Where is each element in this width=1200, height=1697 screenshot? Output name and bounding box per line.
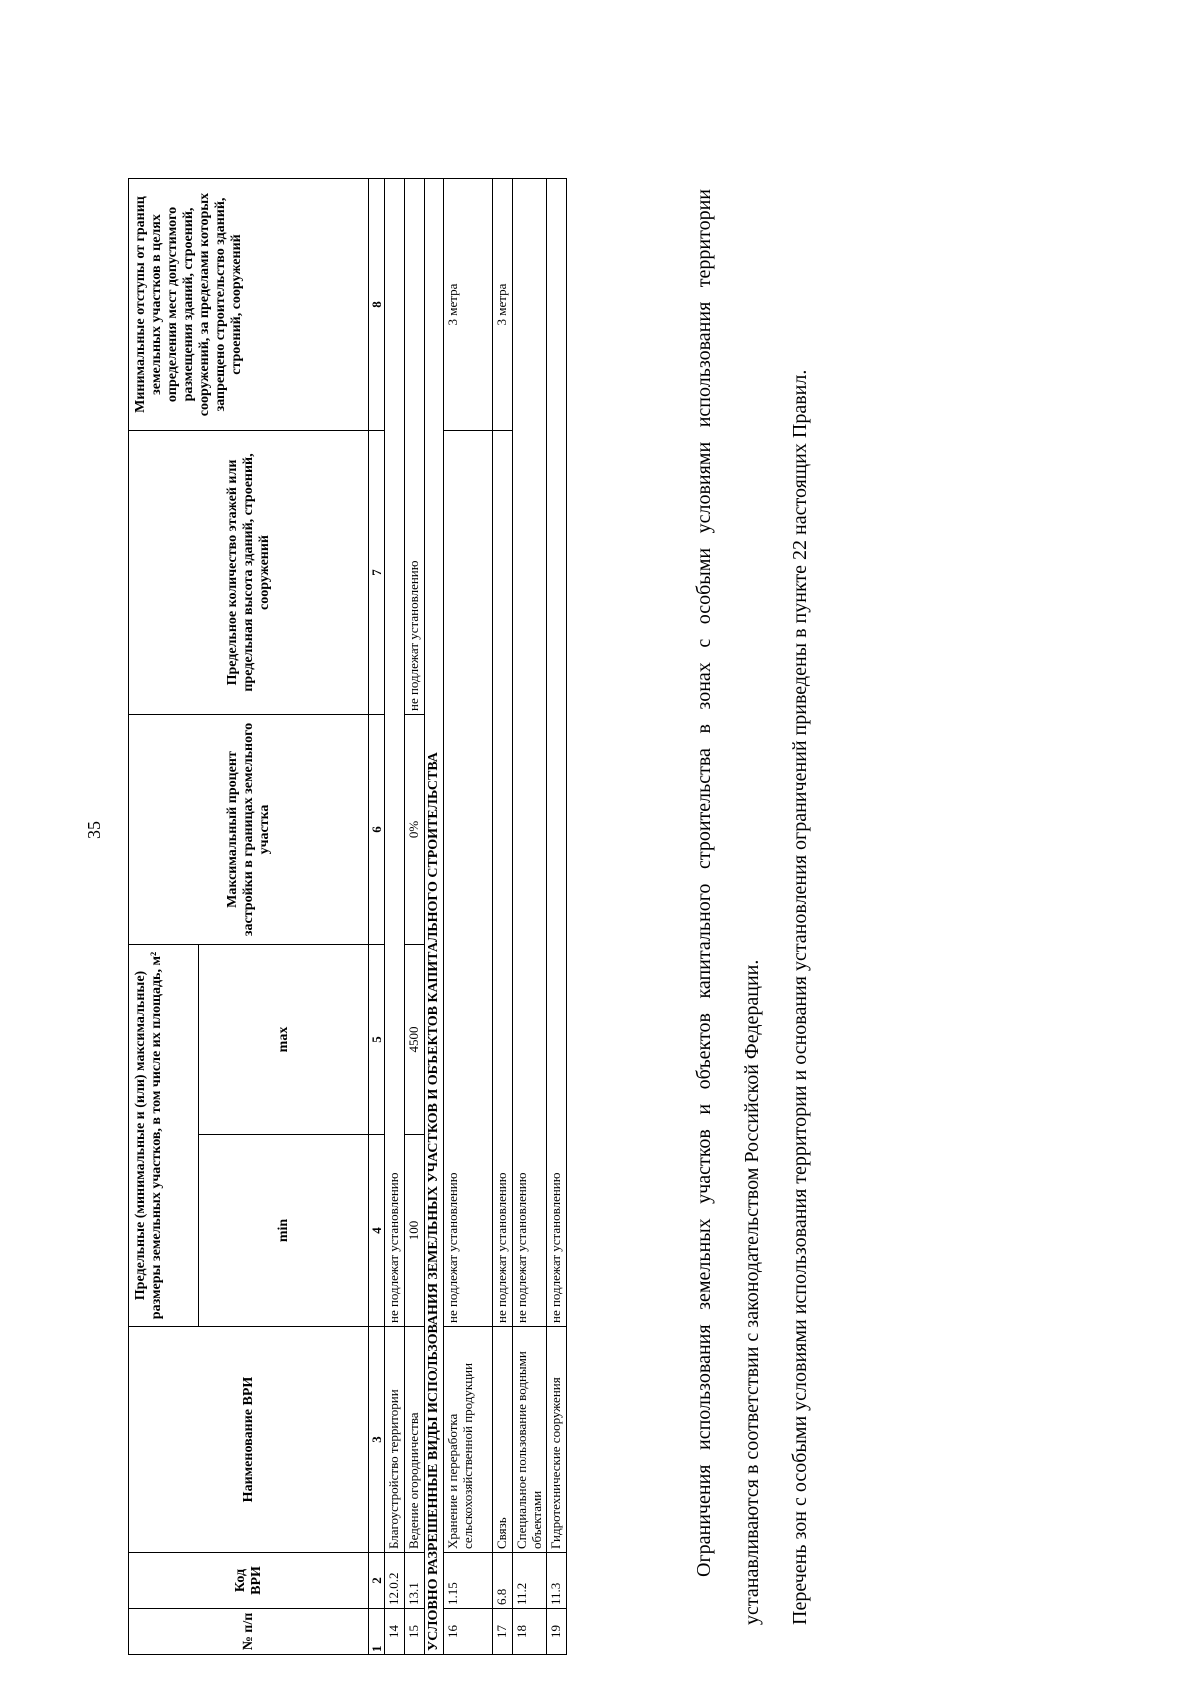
row-min: 100 <box>405 1135 425 1327</box>
table-row <box>444 179 493 1655</box>
row-name: Специальное пользование водными объектами <box>513 1327 547 1553</box>
row-merged-value: не подлежат установлению <box>493 431 513 1327</box>
row-merged-value: не подлежат установлению <box>547 179 567 1327</box>
header-min: min <box>199 1135 369 1327</box>
paragraph-restrictions: Ограничения использования земельных участков и объектов капитального строительства в зонах с особыми условиями использования территории устанавливаются в соответствии с законодательством Российской Федерации. <box>693 189 763 1625</box>
column-number: 3 <box>369 1327 385 1553</box>
header-size-group: Предельные (минимальные и (или) максимальные) размеры земельных участков, в том числе их площадь, м² <box>129 945 199 1327</box>
row-num: 16 <box>444 1609 493 1655</box>
column-number: 1 <box>369 1609 385 1655</box>
column-number: 5 <box>369 945 385 1135</box>
row-num: 18 <box>513 1609 547 1655</box>
row-code: 1.15 <box>444 1553 493 1609</box>
row-offset: 3 метра <box>493 179 513 431</box>
header-offsets: Минимальные отступы от границ земельных участков в целях определения мест допустимого размещения зданий, строений, сооружений, за пределами которых запрещено строительство зданий, строений, сооружений <box>129 179 369 431</box>
row-max: 4500 <box>405 945 425 1135</box>
row-name: Связь <box>493 1327 513 1553</box>
table-header-row <box>129 179 199 1655</box>
row-percent: 0% <box>405 715 425 945</box>
row-num: 15 <box>405 1609 425 1655</box>
row-code: 11.2 <box>513 1553 547 1609</box>
paragraph-zone-list: Перечень зон с особыми условиями использования территории и основания установления ограничений приведены в пункте 22 настоящих Правил. <box>789 369 811 1625</box>
header-max: max <box>199 945 369 1135</box>
header-code: Код ВРИ <box>129 1553 369 1609</box>
header-num: № п/п <box>129 1609 369 1655</box>
row-rest: не подлежат установлению <box>405 179 425 715</box>
row-name: Хранение и переработка сельскохозяйственной продукции <box>444 1327 493 1553</box>
row-offset: 3 метра <box>444 179 493 431</box>
row-merged-value: не подлежат установлению <box>444 431 493 1327</box>
row-code: 6.8 <box>493 1553 513 1609</box>
header-name: Наименование ВРИ <box>129 1327 369 1553</box>
row-code: 11.3 <box>547 1553 567 1609</box>
column-number-row <box>369 179 385 1655</box>
section-title-row <box>425 179 444 1655</box>
column-number: 7 <box>369 431 385 715</box>
column-number: 4 <box>369 1135 385 1327</box>
row-num: 19 <box>547 1609 567 1655</box>
zoning-table <box>128 179 567 1655</box>
table-row <box>493 179 513 1655</box>
table-row <box>405 179 425 1655</box>
row-num: 14 <box>385 1609 405 1655</box>
table-row <box>547 179 567 1655</box>
row-code: 13.1 <box>405 1553 425 1609</box>
table-row <box>385 179 405 1655</box>
row-name: Ведение огородничества <box>405 1327 425 1553</box>
row-name: Благоустройство территории <box>385 1327 405 1553</box>
row-code: 12.0.2 <box>385 1553 405 1609</box>
rotated-page-content <box>0 129 1090 1697</box>
row-num: 17 <box>493 1609 513 1655</box>
column-number: 2 <box>369 1553 385 1609</box>
table-row <box>513 179 547 1655</box>
column-number: 6 <box>369 715 385 945</box>
row-merged-value: не подлежат установлению <box>385 179 405 1327</box>
section-title: УСЛОВНО РАЗРЕШЕННЫЕ ВИДЫ ИСПОЛЬЗОВАНИЯ ЗЕМЕЛЬНЫХ УЧАСТКОВ И ОБЪЕКТОВ КАПИТАЛЬНОГО СТРОИТЕЛЬСТВА <box>425 179 444 1655</box>
header-floors: Предельное количество этажей или предельная высота зданий, строений, сооружений <box>129 431 369 715</box>
row-merged-value: не подлежат установлению <box>513 179 547 1327</box>
row-name: Гидротехнические сооружения <box>547 1327 567 1553</box>
column-number: 8 <box>369 179 385 431</box>
header-percent: Максимальный процент застройки в границах земельного участка <box>129 715 369 945</box>
page-number: 35 <box>84 821 104 839</box>
